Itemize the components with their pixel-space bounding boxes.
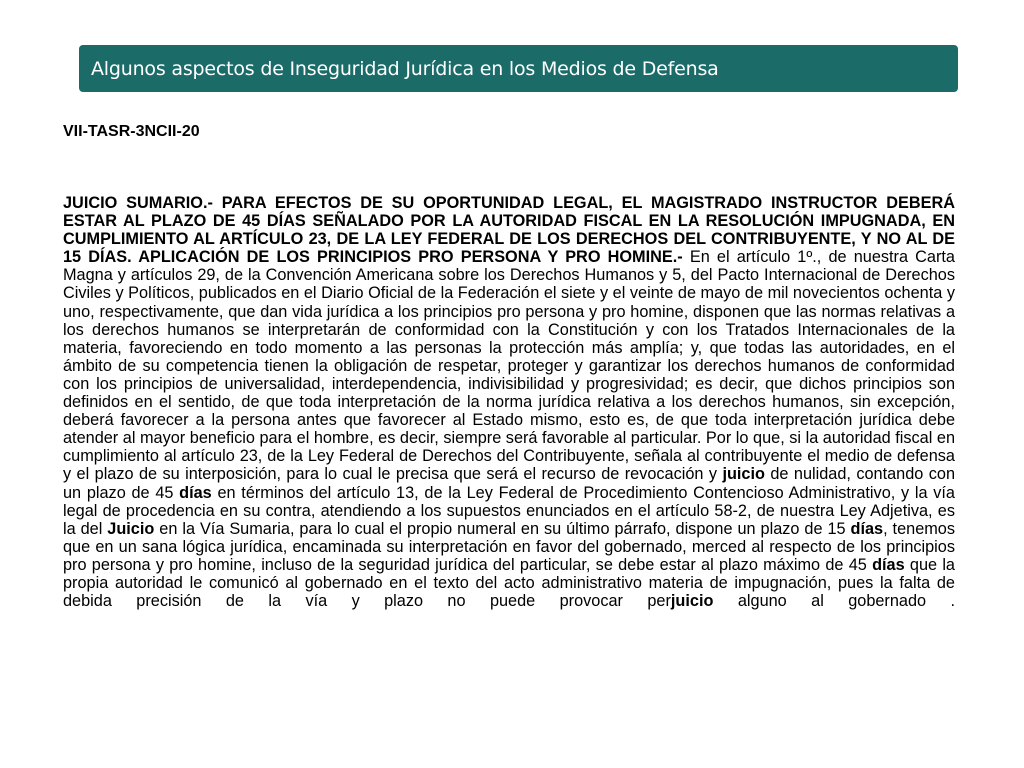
body-segment-1: En el artículo 1º., de nuestra Carta Magna y artículos 29, de la Convención Americana sobre los Derechos Humanos y 5, del Pacto Internacional de Derechos Civiles y Políticos, publicados en el Diario Oficial de la Federación el siete y el veinte de mayo de mil novecientos ochenta y uno, respectivamente, que dan vida jurídica a los principios pro persona y pro homine, disponen que las normas relativas a los derechos humanos se interpretarán de conformidad con la Constitución y con los Tratados Internacionales de la materia, favoreciendo en todo momento a las personas la protección más amplía; y, que todas las autoridades, en el ámbito de su competencia tienen la obligación de respetar, proteger y garantizar los derechos humanos de conformidad con los principios de universalidad, interdependencia, indivisibilidad y progresividad; es decir, que dichos principios son definidos en el sentido, de que toda interpretación de la norma jurídica relativa a los derechos humanos, sin excepción, deberá favorecer a la persona antes que favorecer al Estado mismo, esto es, de que toda interpretación jurídica debe atender al mayor beneficio para el hombre, es decir, siempre será favorable al particular. Por lo que, si la autoridad fiscal en cumplimiento al artículo 23, de la Ley Federal de Derechos del Contribuyente, señala al contribuyente el medio de defensa y el plazo de su interposición, para lo cual le precisa que será el recurso de revocación y bbox=[63, 248, 955, 484]
emphasis-dias-3: días bbox=[872, 555, 905, 574]
body-segment-7: alguno al gobernado . bbox=[713, 592, 955, 611]
body-segment-4: en la Vía Sumaria, para lo cual el propio numeral en su último párrafo, dispone un plazo de 15 bbox=[154, 519, 851, 538]
emphasis-dias-2: días bbox=[850, 519, 884, 538]
body-segment-5: , tenemos que en un sana lógica jurídica, encaminada su interpretación en favor del gobernado, merced al respecto de los principios pro persona y pro homine, incluso de la seguridad jurídica del particular, se debe estar al plazo máximo de 45 bbox=[63, 519, 956, 574]
body-segment-3: en términos del artículo 13, de la Ley Federal de Procedimiento Contencioso Administrativo, y la vía legal de procedencia en su contra, atendiendo a los supuestos enunciados en el artículo 58-2, de nuestra Ley Adjetiva, es la del bbox=[63, 483, 955, 538]
thesis-heading: JUICIO SUMARIO.- PARA EFECTOS DE SU OPORTUNIDAD LEGAL, EL MAGISTRADO INSTRUCTOR DEBERÁ ESTAR AL PLAZO DE 45 DÍAS SEÑALADO POR LA AUTORIDAD FISCAL EN LA RESOLUCIÓN IMPUGNADA, EN CUMPLIMIENTO AL ARTÍCULO 23, DE LA LEY FEDERAL DE LOS DERECHOS DEL CONTRIBUYENTE, Y NO AL DE 15 DÍAS. APLICACIÓN DE LOS PRINCIPIOS PRO PERSONA Y PRO HOMINE.- bbox=[63, 194, 955, 267]
thesis-code: VII-TASR-3NCII-20 bbox=[63, 123, 200, 140]
emphasis-dias-1: días bbox=[179, 483, 212, 502]
body-segment-2: de nulidad, contando con un plazo de 45 bbox=[63, 465, 955, 502]
emphasis-juicio-3: juicio bbox=[670, 592, 714, 611]
title-bar bbox=[79, 45, 958, 92]
slide-title: Algunos aspectos de Inseguridad Jurídica en los Medios de Defensa bbox=[91, 57, 719, 80]
emphasis-juicio-2: Juicio bbox=[107, 519, 155, 538]
thesis-body bbox=[63, 194, 955, 610]
emphasis-juicio-1: juicio bbox=[722, 465, 765, 484]
body-segment-6: que la propia autoridad le comunicó al gobernado en el texto del acto administrativo materia de impugnación, pues la falta de debida precisión de la vía y plazo no puede provocar per bbox=[63, 555, 955, 611]
